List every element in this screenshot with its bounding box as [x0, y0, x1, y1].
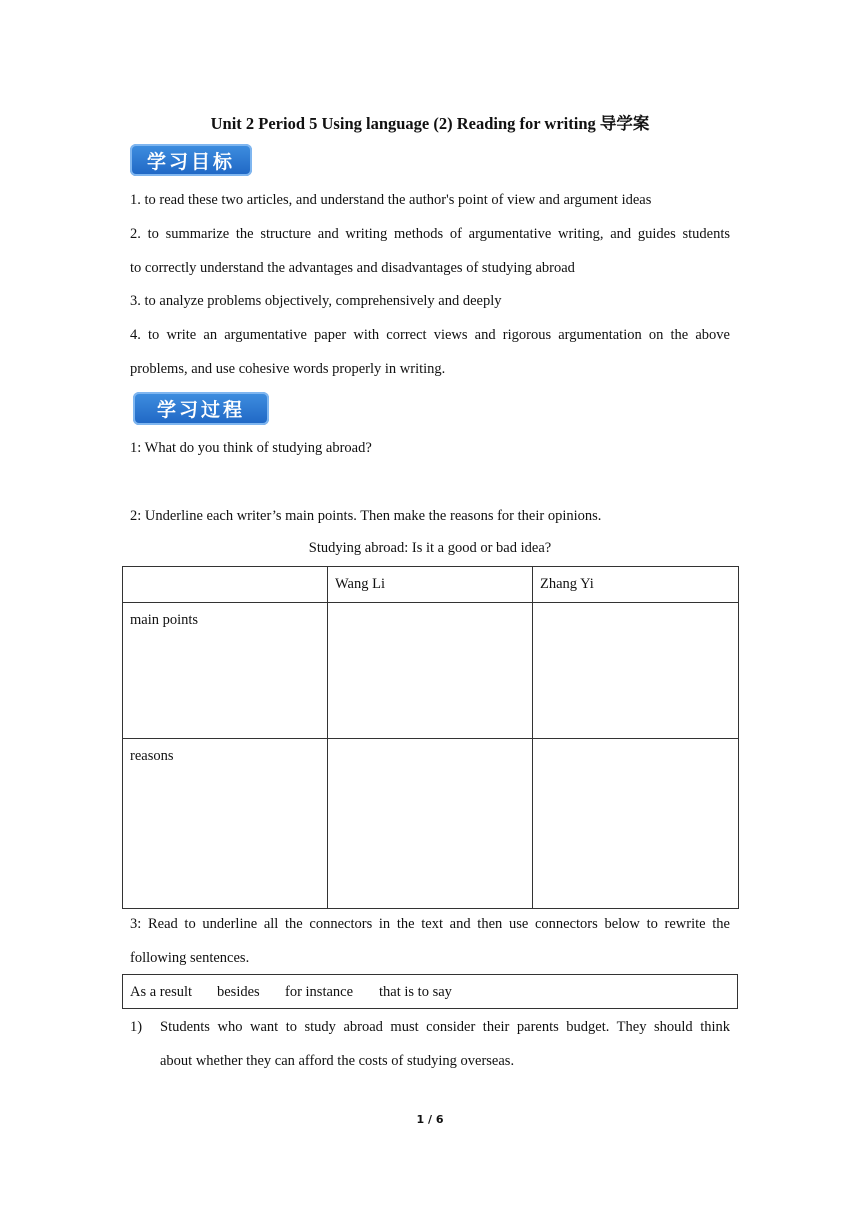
- table-cell-reasons-wang-li[interactable]: [328, 739, 533, 909]
- page-number: 1 / 6: [416, 1113, 444, 1126]
- question-1: 1: What do you think of studying abroad?: [130, 440, 372, 456]
- page-title: Unit 2 Period 5 Using language (2) Reading for writing 导学案: [210, 114, 650, 133]
- comparison-table: [122, 566, 739, 909]
- connector-word: As a result: [130, 984, 193, 1000]
- connector-word: that is to say: [379, 984, 452, 1000]
- objective-4-line-1: 4. to write an argumentative paper with correct views and rigorous argumentation on the above: [130, 327, 730, 343]
- objective-3: 3. to analyze problems objectively, comprehensively and deeply: [130, 293, 502, 309]
- table-cell-main-points-wang-li[interactable]: [328, 603, 533, 739]
- table-row-label-reasons: reasons: [123, 739, 328, 909]
- table-header-wang-li: Wang Li: [328, 567, 533, 603]
- table-row-label-main-points: main points: [123, 603, 328, 739]
- connectors-box: [122, 974, 738, 1009]
- objective-4-line-2: problems, and use cohesive words properly in writing.: [130, 361, 446, 377]
- table-header-zhang-yi: Zhang Yi: [533, 567, 739, 603]
- objective-2-line-2: to correctly understand the advantages and disadvantages of studying abroad: [130, 260, 575, 276]
- objective-1: 1. to read these two articles, and understand the author's point of view and argument ideas: [130, 192, 652, 208]
- question-3-line-2: following sentences.: [130, 950, 250, 966]
- item-1-line-2: about whether they can afford the costs of studying overseas.: [160, 1053, 515, 1069]
- table-cell-main-points-zhang-yi[interactable]: [533, 603, 739, 739]
- connector-word: besides: [217, 984, 260, 1000]
- item-1-number: 1): [130, 1019, 143, 1035]
- process-badge: 学习过程: [133, 392, 269, 425]
- question-3-line-1: 3: Read to underline all the connectors in the text and then use connectors below to rewrite the: [130, 916, 730, 932]
- item-1-line-1: Students who want to study abroad must consider their parents budget. They should think: [160, 1019, 730, 1035]
- objectives-badge: 学习目标: [130, 144, 252, 176]
- question-2: 2: Underline each writer’s main points. Then make the reasons for their opinions.: [130, 508, 602, 524]
- objective-2-line-1: 2. to summarize the structure and writing methods of argumentative writing, and guides students: [130, 226, 730, 242]
- table-caption: Studying abroad: Is it a good or bad idea?: [308, 540, 552, 556]
- connector-word: for instance: [285, 984, 354, 1000]
- table-header-blank: [123, 567, 328, 603]
- table-cell-reasons-zhang-yi[interactable]: [533, 739, 739, 909]
